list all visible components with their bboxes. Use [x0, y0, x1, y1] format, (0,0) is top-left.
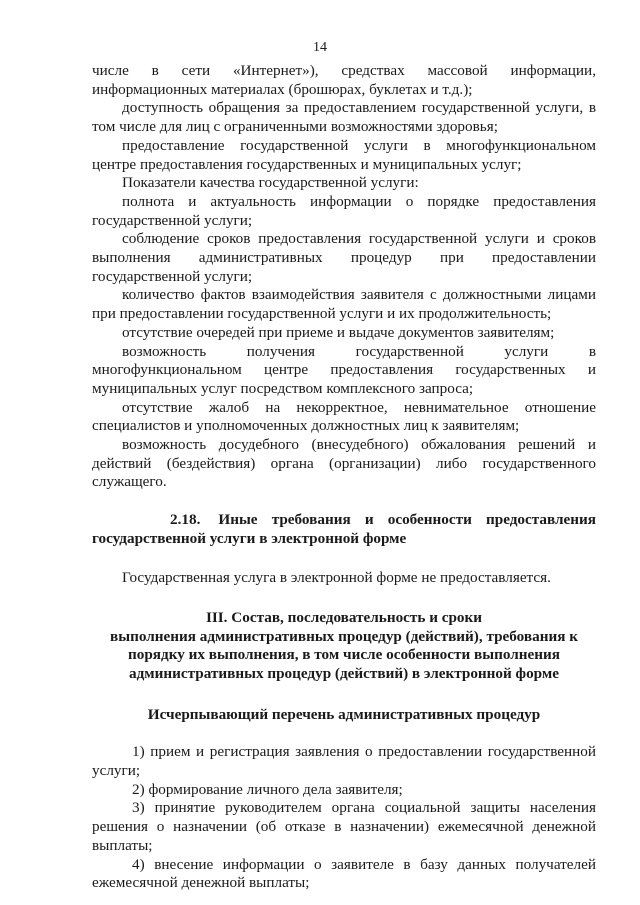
paragraph: числе в сети «Интернет»), средствах массовой информации, информационных материалах (брошюрах, буклетах и т.д.); [92, 62, 596, 98]
section-3-line: выполнения административных процедур (действий), требования к [110, 627, 578, 645]
section-3-line: III. Состав, последовательность и сроки [205, 609, 483, 627]
section-number: 2.18. [170, 511, 201, 529]
section-3-line: порядку их выполнения, в том числе особенности выполнения [128, 646, 560, 664]
document-body [92, 62, 596, 893]
paragraph: Показатели качества государственной услуги: [122, 174, 419, 192]
paragraph: отсутствие очередей при приеме и выдаче документов заявителям; [122, 323, 555, 341]
list-item: 3) принятие руководителем органа социальной защиты населения решения о назначении (об отказе в назначении) ежемесячной денежной выплаты; [92, 799, 596, 854]
procedures-list [92, 743, 596, 893]
paragraph: соблюдение сроков предоставления государственной услуги и сроков выполнения административных процедур при предоставлении государственной услуги; [92, 230, 596, 285]
paragraph: количество фактов взаимодействия заявителя с должностными лицами при предоставлении государственной услуги и их продолжительность; [92, 286, 596, 323]
section-title: Иные требования и особенности предоставления государственной услуги в электронной форме [92, 511, 596, 547]
paragraph: отсутствие жалоб на некорректное, невнимательное отношение специалистов и уполномоченных должностных лиц к заявителям; [92, 398, 596, 435]
page-number: 14 [313, 40, 327, 55]
paragraph: возможность досудебного (внесудебного) обжалования решений и действий (бездействия) органа (организации) либо государственного служащего. [92, 436, 596, 491]
list-item: 4) внесение информации о заявителе в базу данных получателей ежемесячной денежной выплаты; [92, 855, 596, 892]
electronic-form-note: Государственная услуга в электронной форме не предоставляется. [122, 568, 551, 586]
paragraph: предоставление государственной услуги в многофункциональном центре предоставления государственных и муниципальных услуг; [92, 136, 596, 173]
paragraph: полнота и актуальность информации о порядке предоставления государственной услуги; [92, 192, 596, 229]
list-item: 1) прием и регистрация заявления о предоставлении государственной услуги; [92, 743, 596, 780]
section-2-18-heading [92, 511, 596, 548]
section-3-line: административных процедур (действий) в электронной форме [129, 665, 559, 683]
procedures-list-heading: Исчерпывающий перечень административных процедур [147, 705, 541, 723]
paragraph: возможность получения государственной услуги в многофункциональном центре предоставления государственных и муниципальных услуг посредством комплексного запроса; [92, 342, 596, 397]
list-item: 2) формирование личного дела заявителя; [132, 780, 403, 798]
paragraph: доступность обращения за предоставлением государственной услуги, в том числе для лиц с ограниченными возможностями здоровья; [92, 99, 596, 136]
section-3-heading [92, 609, 596, 683]
